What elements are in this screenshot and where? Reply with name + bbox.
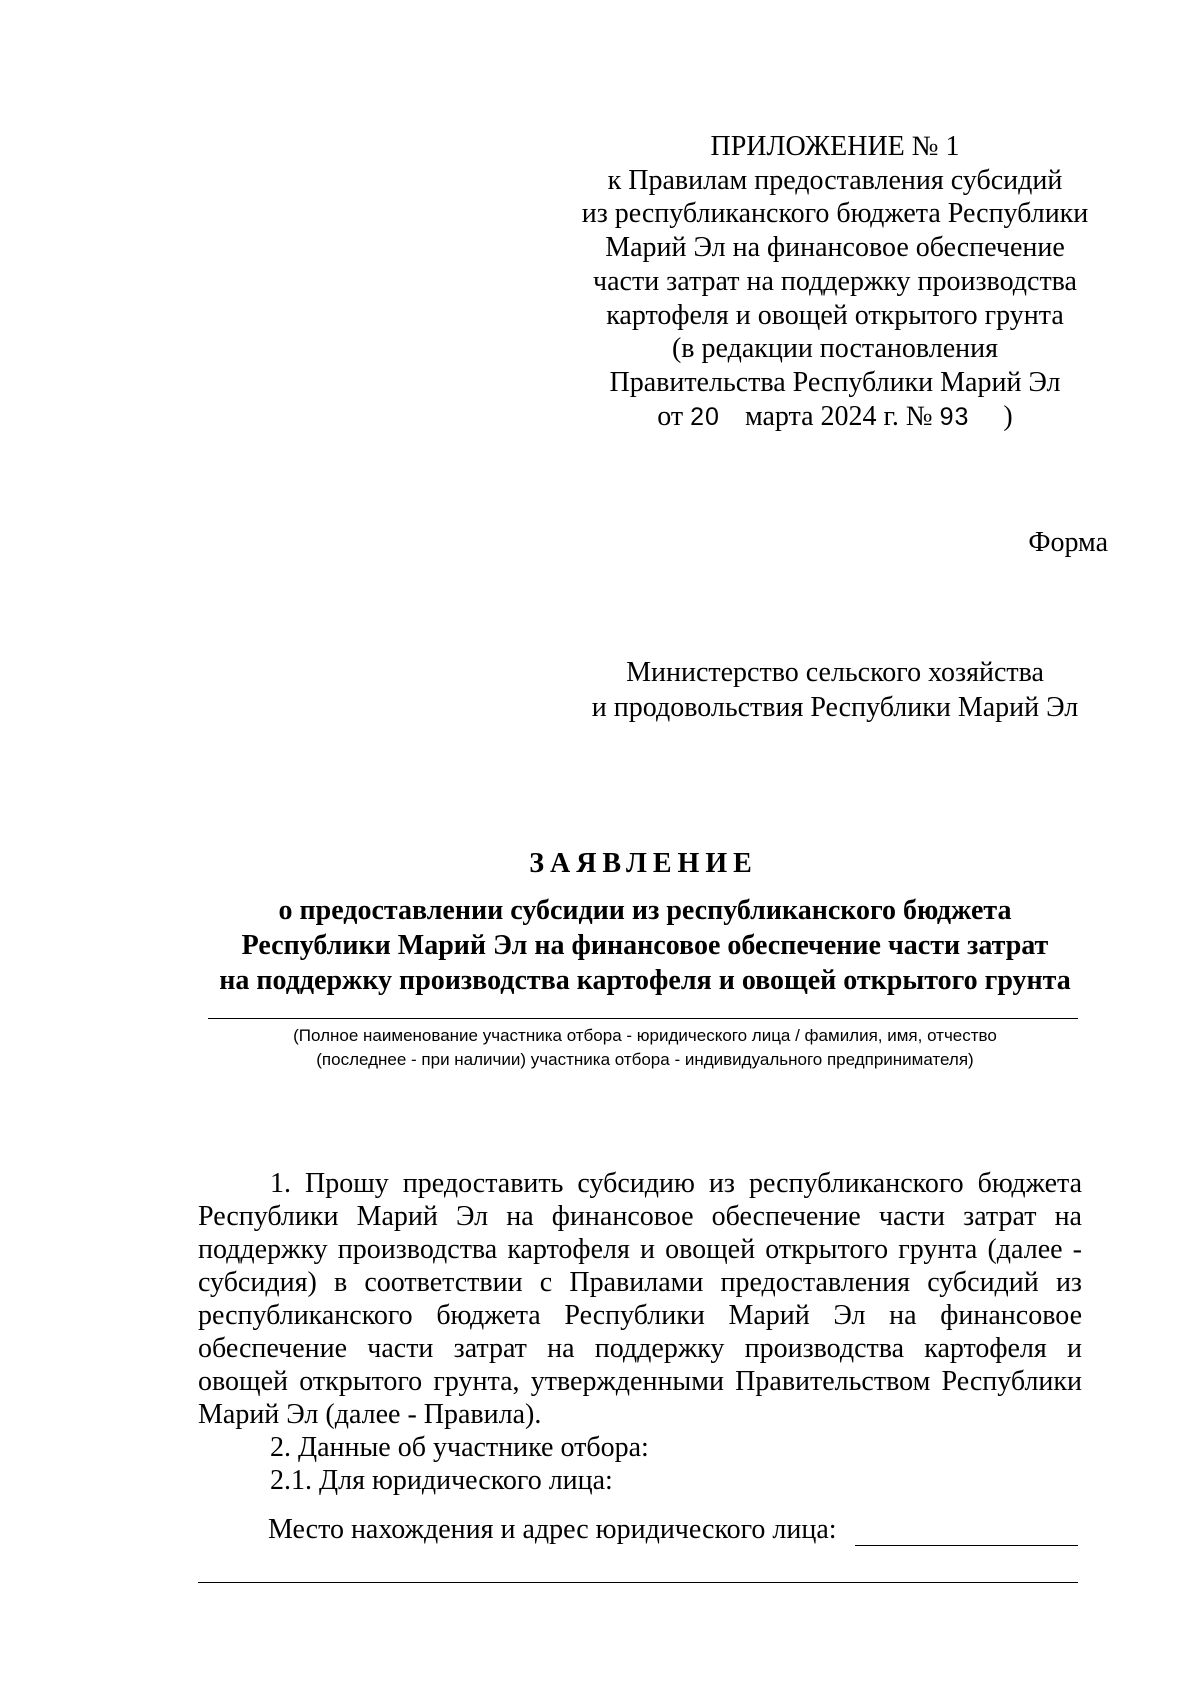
paragraph-1: 1. Прошу предоставить субсидию из республиканского бюджета Республики Марий Эл на финансовое обеспечение части затрат на поддержку производства картофеля и овощей открытого грунта (далее - субсидия) в соответствии с Правилами предоставления субсидий из республиканского бюджета Республики Марий Эл на финансовое обеспечение части затрат на поддержку производства картофеля и овощей открытого грунта, утвержденными Правительством Республики Марий Эл (далее - Правила). — [198, 1168, 1082, 1430]
item-2-1-heading: 2.1. Для юридического лица: — [270, 1465, 613, 1496]
date-day: 20 — [690, 402, 720, 431]
date-month-year: марта 2024 г. № — [744, 400, 933, 432]
document-body — [198, 1167, 1082, 1497]
item-2-heading: 2. Данные об участнике отбора: — [270, 1432, 649, 1463]
document-subtitle — [195, 893, 1095, 998]
subtitle-line: на поддержку производства картофеля и овощей открытого грунта — [219, 965, 1071, 996]
document-title: ЗАЯВЛЕНИЕ — [529, 848, 758, 879]
appendix-line: ПРИЛОЖЕНИЕ № 1 — [710, 131, 960, 162]
appendix-header — [565, 130, 1105, 434]
date-close-paren: ) — [1003, 400, 1013, 432]
appendix-line: Марий Эл на финансовое обеспечение — [605, 232, 1065, 264]
addressee-block — [570, 655, 1100, 725]
address-field-line — [855, 1545, 1078, 1546]
resolution-date-line — [565, 400, 1105, 435]
address-continuation-line — [198, 1582, 1078, 1583]
date-prefix: от — [657, 400, 684, 432]
address-label: Место нахождения и адрес юридического лица: — [268, 1514, 837, 1545]
appendix-line: Правительства Республики Марий Эл — [609, 366, 1061, 398]
appendix-line: к Правилам предоставления субсидий — [607, 164, 1063, 196]
appendix-line: (в редакции постановления — [671, 333, 999, 365]
appendix-line: части затрат на поддержку производства — [593, 265, 1077, 297]
addressee-line: и продовольствия Республики Марий Эл — [591, 692, 1079, 723]
resolution-number: 93 — [939, 402, 970, 431]
form-label: Форма — [1028, 527, 1108, 558]
appendix-line: из республиканского бюджета Республики — [581, 198, 1089, 230]
applicant-name-field-line — [208, 1018, 1078, 1019]
subtitle-line: Республики Марий Эл на финансовое обеспечение части затрат — [241, 930, 1049, 961]
applicant-name-caption — [200, 1024, 1090, 1072]
caption-line: (Полное наименование участника отбора - юридического лица / фамилия, имя, отчество — [293, 1026, 997, 1045]
subtitle-line: о предоставлении субсидии из республиканского бюджета — [278, 895, 1012, 926]
caption-line: (последнее - при наличии) участника отбора - индивидуального предпринимателя) — [316, 1050, 974, 1069]
addressee-line: Министерство сельского хозяйства — [626, 657, 1044, 688]
appendix-line: картофеля и овощей открытого грунта — [606, 299, 1064, 331]
